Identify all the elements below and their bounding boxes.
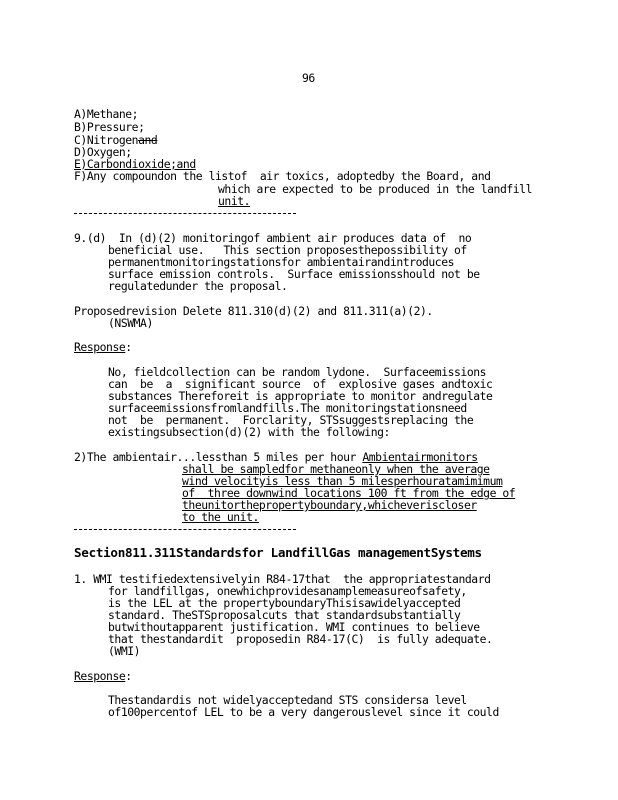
list-item-carbon-dioxide: E)Carbondioxide;and	[74, 157, 196, 171]
list-item-air-toxics-cont: which are expected to be produced in the landfill	[218, 182, 532, 196]
comment-9-line-4: surface emission controls. Surface emissionsshould not be	[108, 267, 480, 281]
comment-1-line-2: for landfillgas, onewhichprovidesanamplemeasureofsafety,	[108, 584, 467, 598]
proposed-revision: Proposedrevision Delete 811.310(d)(2) and 811.311(a)(2).	[74, 304, 433, 318]
divider-rule	[74, 213, 296, 214]
comment-1-line-3: is the LEL at the propertyboundaryThisisawidelyaccepted	[108, 596, 461, 610]
comment-9-line-2: beneficial use. This section proposesthepossibility of	[108, 243, 467, 257]
proposed-revision-source: (NSWMA)	[108, 316, 153, 330]
comment-9-line-3: permanentmonitoringstationsfor ambientairandintroduces	[108, 255, 455, 269]
response-2-colon: :	[125, 669, 132, 683]
replacement-line-5: theunitorthepropertyboundary,whicheveriscloser	[182, 498, 477, 512]
comment-1-line-6: that thestandardit proposedin R84-17(C) is fully adequate.	[108, 632, 493, 646]
nitrogen-text: C)Nitrogen	[74, 133, 139, 147]
list-item-oxygen: D)Oxygen;	[74, 145, 132, 159]
response-1-line-4: surfaceemissionsfromlandfills.The monitoringstationsneed	[108, 401, 467, 415]
replacement-line-3: wind velocityis less than 5 milesperhouratamimimum	[182, 474, 503, 488]
response-label: Response	[74, 340, 126, 354]
response-2-label: Response	[74, 669, 126, 683]
response-1-line-2: can be a significant source of explosive gases andtoxic	[108, 377, 493, 391]
list-item-pressure: B)Pressure;	[74, 120, 145, 134]
response-2-line-1: Thestandardis not widelyacceptedand STS considersa level	[108, 693, 467, 707]
comment-1-line-5: butwithoutapparent justification. WMI continues to believe	[108, 620, 480, 634]
replacement-line-6: to the unit.	[182, 510, 259, 524]
response-1-line-5: not be permanent. Forclarity, STSsuggestsreplacing the	[108, 413, 474, 427]
list-item-methane: A)Methane;	[74, 107, 139, 121]
divider-rule-2	[74, 529, 296, 530]
response-1-line-1: No, fieldcollection can be random lydone. Surfaceemissions	[108, 365, 487, 379]
replacement-intro: 2)The ambientair...lessthan 5 miles per hour	[74, 450, 363, 464]
struck-and: and	[138, 133, 158, 147]
response-2-heading	[74, 670, 132, 682]
section-heading: Section811.311Standardsfor LandfillGas managementSystems	[74, 545, 482, 560]
comment-1-line-7: (WMI)	[108, 644, 141, 658]
list-item-air-toxics: F)Any compoundon the listof air toxics, adoptedby the Board, and	[74, 169, 491, 183]
list-item-air-toxics-unit: unit.	[218, 194, 251, 208]
replacement-inserted: Ambientairmonitors	[362, 450, 478, 464]
page-number: 96	[302, 71, 315, 85]
response-1-line-3: substances Thereforeit is appropriate to monitor andregulate	[108, 389, 493, 403]
replacement-line-2: shall be sampledfor methaneonly when the average	[182, 462, 490, 476]
response-colon: :	[125, 340, 132, 354]
comment-1-line-1: 1. WMI testifiedextensivelyin R84-17that the appropriatestandard	[74, 572, 491, 586]
comment-9-line-1: 9.(d) In (d)(2) monitoringof ambient air produces data of no	[74, 231, 472, 245]
response-heading	[74, 341, 132, 353]
comment-9-line-5: regulatedunder the proposal.	[108, 279, 288, 293]
response-1-line-6: existingsubsection(d)(2) with the following:	[108, 425, 390, 439]
response-2-line-2: of100percentof LEL to be a very dangerouslevel since it could	[108, 705, 499, 719]
replacement-line-4: of three downwind locations 100 ft from the edge of	[182, 486, 516, 500]
comment-1-line-4: standard. TheSTSproposalcuts that standardsubstantially	[108, 608, 461, 622]
